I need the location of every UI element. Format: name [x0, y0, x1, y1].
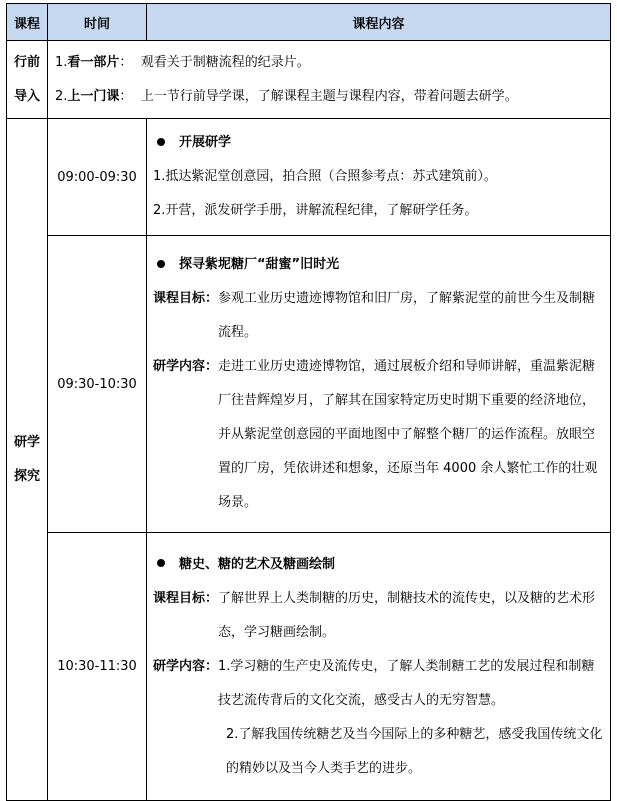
- course-cell-study: [7, 119, 48, 801]
- session-3-title: [153, 548, 604, 582]
- session-3-title-text: 糖史、糖的艺术及糖画绘制: [179, 556, 336, 572]
- session-2-goal-label: 课程目标：: [153, 291, 219, 306]
- session-2-title-text: 探寻紫坭糖厂“甜蜜”旧时光: [179, 257, 340, 272]
- pre-item-2-label: 上一门课: [67, 88, 120, 104]
- table-row-pre: [7, 41, 611, 119]
- session-3-study-content: [153, 650, 604, 718]
- session-1-title-text: 开展研学: [179, 135, 232, 150]
- session-1-content: [147, 119, 611, 236]
- pre-content-cell: [48, 41, 611, 119]
- itinerary-table: [6, 3, 611, 801]
- study-label-line2: 探究: [13, 468, 40, 484]
- pre-item-2-text: 上一节行前导学课，了解课程主题与课程内容，带着问题去研学。: [140, 88, 518, 104]
- pre-item-1: [55, 46, 604, 80]
- pre-item-1-num: 1.: [55, 54, 68, 70]
- table-row-session-1: [7, 119, 611, 236]
- session-3-time: 10:30-11:30: [48, 533, 147, 801]
- session-3-goal: [153, 582, 604, 650]
- session-2-title: [153, 248, 604, 282]
- session-1-line-2: 2.开营，派发研学手册，讲解流程纪律，了解研学任务。: [153, 203, 478, 218]
- pre-item-1-sep: ：: [119, 54, 133, 70]
- session-2-content: [147, 236, 611, 533]
- course-label-line1: 行前: [13, 54, 40, 70]
- session-1-line-1: 1.抵达紫泥堂创意园，拍合照（合照参考点：苏式建筑前）。: [153, 169, 497, 184]
- header-course: 课程: [7, 4, 48, 41]
- session-1-title: [153, 126, 604, 160]
- bullet-icon: [157, 559, 165, 567]
- session-2-content-label: 研学内容：: [153, 359, 219, 374]
- header-content: 课程内容: [147, 4, 611, 41]
- pre-item-2: [55, 80, 604, 114]
- bullet-icon: [157, 260, 165, 268]
- session-2-content-text: 走进工业历史遗迹博物馆，通过展板介绍和导师讲解，重温紫泥糖厂往昔辉煌岁月，了解其在国家特定历史时期下重要的经济地位，并从紫泥堂创意园的平面地图中了解整个糖厂的运作流程。放眼空置的厂房，凭依讲述和想象，还原当年 4000 余人繁忙工作的壮观场景。: [218, 359, 598, 510]
- table-header-row: [7, 4, 611, 41]
- bullet-icon: [157, 138, 165, 146]
- course-cell-pre: [7, 41, 48, 119]
- session-3-content-text-2: 2.了解我国传统糖艺及当今国际上的多种糖艺，感受我国传统文化的精妙以及当今人类手艺的进步。: [226, 726, 603, 776]
- course-label-line2: 导入: [13, 88, 40, 104]
- session-2-goal-text: 参观工业历史遗迹博物馆和旧厂房，了解紫泥堂的前世今生及制糖流程。: [218, 291, 596, 340]
- study-label-line1: 研学: [13, 434, 40, 450]
- pre-item-2-sep: ：: [119, 88, 133, 104]
- session-3-content-label: 研学内容：: [153, 658, 219, 674]
- session-3-content-text-1: 1.学习糖的生产史及流传史，了解人类制糖工艺的发展过程和制糖技艺流传背后的文化交流，感受古人的无穷智慧。: [218, 658, 595, 708]
- table-row-session-2: [7, 236, 611, 533]
- session-1-time: 09:00-09:30: [48, 119, 147, 236]
- session-3-goal-text: 了解世界上人类制糖的历史，制糖技术的流传史，以及糖的艺术形态，学习糖画绘制。: [218, 590, 596, 640]
- session-2-time: 09:30-10:30: [48, 236, 147, 533]
- pre-item-1-text: 观看关于制糖流程的纪录片。: [140, 54, 310, 70]
- table-row-session-3: [7, 533, 611, 801]
- session-2-study-content: [153, 350, 604, 520]
- session-3-goal-label: 课程目标：: [153, 590, 219, 606]
- pre-item-2-num: 2.: [55, 88, 68, 104]
- session-3-content: [147, 533, 611, 801]
- header-time: 时间: [48, 4, 147, 41]
- session-2-goal: [153, 282, 604, 350]
- pre-item-1-label: 看一部片: [67, 54, 120, 70]
